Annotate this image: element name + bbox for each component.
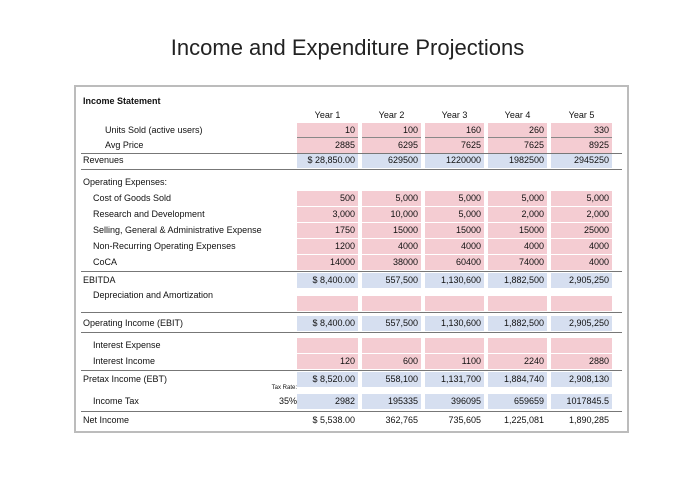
cell[interactable]: 25000 (551, 223, 612, 238)
cell[interactable] (362, 296, 421, 311)
tax-rate-value[interactable]: 35% (278, 396, 297, 406)
operating-expenses-heading-row (81, 175, 622, 191)
cell[interactable]: 1220000 (425, 153, 484, 168)
dep-amort-input-row (81, 296, 622, 312)
cell[interactable] (551, 338, 612, 353)
income-statement-sheet (74, 85, 629, 433)
cell[interactable]: 195335 (362, 394, 421, 409)
cell[interactable]: 2,905,250 (551, 316, 612, 331)
cell[interactable]: 2,000 (551, 207, 612, 222)
cell[interactable]: 3,000 (297, 207, 358, 222)
cell[interactable]: 557,500 (362, 273, 421, 288)
row-label: Revenues (83, 155, 124, 165)
ebitda-row (81, 273, 622, 289)
cell[interactable]: 120 (297, 354, 358, 369)
cell[interactable]: 8925 (551, 138, 612, 153)
row-label: Cost of Goods Sold (93, 193, 172, 203)
income-tax-row (81, 394, 622, 410)
cell[interactable] (551, 296, 612, 311)
cell[interactable]: 1,130,600 (425, 273, 484, 288)
cell[interactable]: 330 (551, 123, 612, 138)
year-header: Year 4 (504, 110, 531, 120)
avg-price-row (81, 138, 622, 154)
net-income-row (81, 413, 622, 429)
cell[interactable]: $ 5,538.00 (312, 415, 355, 425)
divider (81, 153, 622, 154)
cell[interactable]: 1017845.5 (551, 394, 612, 409)
cell[interactable]: 5,000 (488, 191, 547, 206)
cell[interactable]: 7625 (425, 138, 484, 153)
row-label: Avg Price (105, 140, 144, 150)
row-label: CoCA (93, 257, 118, 267)
interest-income-row (81, 354, 622, 370)
cell[interactable]: $ 8,400.00 (297, 316, 358, 331)
cell[interactable] (488, 296, 547, 311)
row-label: Interest Income (93, 356, 156, 366)
divider (81, 271, 622, 272)
cell[interactable]: 2,000 (488, 207, 547, 222)
divider (81, 169, 622, 170)
cell[interactable]: 2,908,130 (551, 372, 612, 387)
cell[interactable]: 4000 (488, 239, 547, 254)
cell[interactable]: 100 (362, 123, 421, 138)
section-heading: Operating Expenses: (83, 177, 168, 187)
cell[interactable]: 735,605 (448, 415, 481, 425)
cell[interactable]: 10,000 (362, 207, 421, 222)
cell[interactable]: 1,225,081 (503, 415, 544, 425)
year-header: Year 2 (378, 110, 405, 120)
cell[interactable]: 1,884,740 (488, 372, 547, 387)
cell[interactable]: 260 (488, 123, 547, 138)
tax-rate-label: Tax Rate: (271, 385, 297, 391)
cell[interactable]: 15000 (425, 223, 484, 238)
cell[interactable]: 14000 (297, 255, 358, 270)
cell[interactable]: 10 (297, 123, 358, 138)
year-header-row (81, 108, 622, 124)
nonrecurring-row (81, 239, 622, 255)
cell[interactable]: 15000 (362, 223, 421, 238)
year-header: Year 5 (568, 110, 595, 120)
cell[interactable]: 396095 (425, 394, 484, 409)
statement-title: Income Statement (83, 96, 161, 106)
cell[interactable] (425, 296, 484, 311)
cell[interactable]: 60400 (425, 255, 484, 270)
cell[interactable]: $ 8,400.00 (297, 273, 358, 288)
cell[interactable]: 160 (425, 123, 484, 138)
cell[interactable]: 4000 (362, 239, 421, 254)
cell[interactable]: 1200 (297, 239, 358, 254)
cell[interactable]: 600 (362, 354, 421, 369)
cell[interactable]: 5,000 (425, 191, 484, 206)
cell[interactable]: 2945250 (551, 153, 612, 168)
cell[interactable]: 6295 (362, 138, 421, 153)
cell[interactable] (362, 338, 421, 353)
cell[interactable]: 2982 (297, 394, 358, 409)
cell[interactable]: 38000 (362, 255, 421, 270)
cell[interactable]: 2880 (551, 354, 612, 369)
cell[interactable]: 1750 (297, 223, 358, 238)
cell[interactable]: 557,500 (362, 316, 421, 331)
cell[interactable]: 5,000 (425, 207, 484, 222)
row-label: Units Sold (active users) (105, 125, 203, 135)
interest-expense-row (81, 338, 622, 354)
row-label: Income Tax (93, 396, 139, 406)
sga-row (81, 223, 622, 239)
divider (81, 370, 622, 371)
cell[interactable]: 5,000 (362, 191, 421, 206)
cell[interactable]: 7625 (488, 138, 547, 153)
units-sold-row (81, 123, 622, 139)
cell[interactable]: 659659 (488, 394, 547, 409)
coca-row (81, 255, 622, 271)
divider (81, 332, 622, 333)
cell[interactable]: 1,882,500 (488, 316, 547, 331)
cell[interactable] (297, 296, 358, 311)
cell[interactable]: 1,131,700 (425, 372, 484, 387)
row-label: Pretax Income (EBT) (83, 374, 168, 384)
cell[interactable] (425, 338, 484, 353)
row-label: Interest Expense (93, 340, 161, 350)
row-label: Non-Recurring Operating Expenses (93, 241, 236, 251)
cell[interactable]: 4000 (551, 255, 612, 270)
cell[interactable]: 1,882,500 (488, 273, 547, 288)
divider (81, 411, 622, 412)
row-label: Operating Income (EBIT) (83, 318, 184, 328)
rnd-row (81, 207, 622, 223)
row-label: Net Income (83, 415, 130, 425)
divider (81, 312, 622, 313)
cell[interactable]: 2240 (488, 354, 547, 369)
cell[interactable]: 362,765 (385, 415, 418, 425)
cell[interactable]: 4000 (425, 239, 484, 254)
cell[interactable]: 629500 (362, 153, 421, 168)
row-label: Research and Development (93, 209, 205, 219)
cell[interactable] (297, 338, 358, 353)
year-header: Year 1 (314, 110, 341, 120)
cell[interactable]: $ 28,850.00 (297, 153, 358, 168)
ebit-row (81, 316, 622, 332)
cell[interactable]: 1982500 (488, 153, 547, 168)
cell[interactable] (488, 338, 547, 353)
cell[interactable]: 5,000 (551, 191, 612, 206)
cell[interactable]: 1,890,285 (568, 415, 609, 425)
cell[interactable]: 15000 (488, 223, 547, 238)
row-label: EBITDA (83, 275, 116, 285)
cell[interactable]: 1,130,600 (425, 316, 484, 331)
cell[interactable]: 74000 (488, 255, 547, 270)
cell[interactable]: 2885 (297, 138, 358, 153)
revenues-row (81, 153, 622, 169)
cell[interactable]: 4000 (551, 239, 612, 254)
cell[interactable]: 558,100 (362, 372, 421, 387)
row-label: Depreciation and Amortization (93, 290, 214, 300)
cell[interactable]: $ 8,520.00 (297, 372, 358, 387)
page-title: Income and Expenditure Projections (170, 35, 525, 60)
cell[interactable]: 2,905,250 (551, 273, 612, 288)
row-label: Selling, General & Administrative Expense (93, 225, 262, 235)
cell[interactable]: 1100 (425, 354, 484, 369)
year-header: Year 3 (441, 110, 468, 120)
cell[interactable]: 500 (297, 191, 358, 206)
cogs-row (81, 191, 622, 207)
